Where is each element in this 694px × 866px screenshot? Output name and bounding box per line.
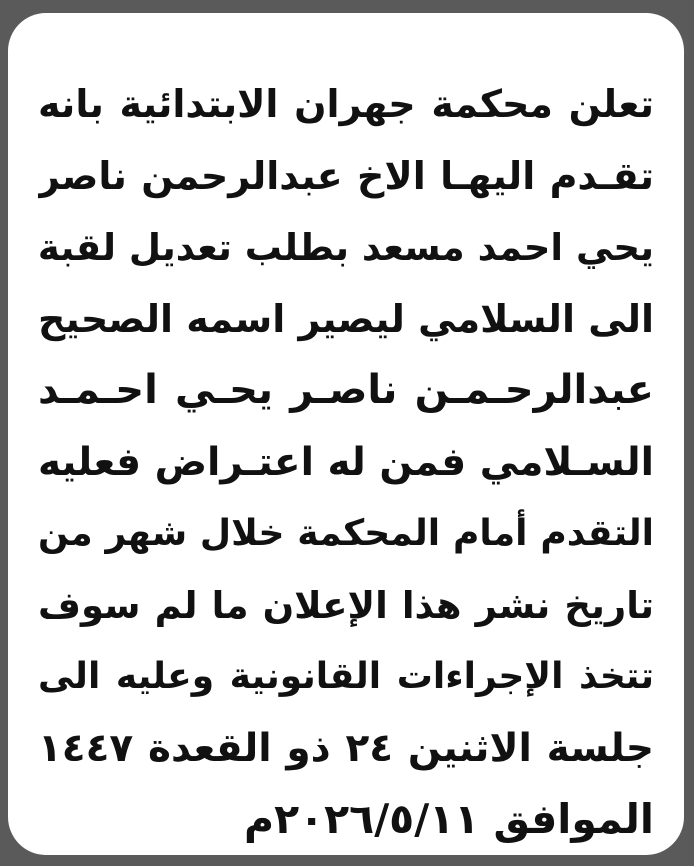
notice-line-5: عبدالرحـمـن ناصـر يحـي احـمـد xyxy=(38,367,654,413)
notice-line-9: تتخذ الإجراءات القانونية وعليه الى xyxy=(38,656,654,697)
notice-line-11: الموافق ٢٠٢٦/٥/١١م xyxy=(244,795,654,843)
notice-line-1: تعلن محكمة جهران الابتدائية بانه xyxy=(38,82,654,126)
notice-line-2: تقـدم اليهـا الاخ عبدالرحمن ناصر xyxy=(38,153,654,198)
notice-line-6: السـلامي فمن له اعتـراض فعليه xyxy=(38,439,654,485)
court-notice-text xyxy=(38,69,654,855)
notice-card xyxy=(8,13,684,855)
notice-line-8: تاريخ نشر هذا الإعلان ما لم سوف xyxy=(38,583,654,627)
notice-line-10: جلسة الاثنين ٢٤ ذو القعدة ١٤٤٧ xyxy=(38,725,654,771)
notice-line-4: الى السلامي ليصير اسمه الصحيح xyxy=(38,296,654,341)
notice-line-7: التقدم أمام المحكمة خلال شهر من xyxy=(38,513,654,554)
notice-line-3: يحي احمد مسعد بطلب تعديل لقبة xyxy=(38,226,654,269)
